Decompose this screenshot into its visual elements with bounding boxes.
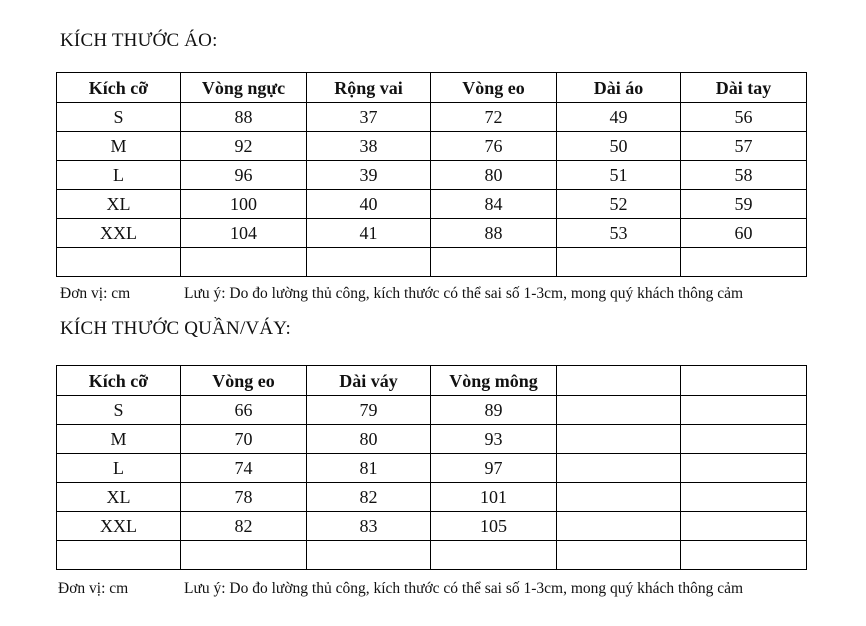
table-row xyxy=(57,190,807,219)
table-cell: 79 xyxy=(307,396,431,425)
header-cell: Vòng ngực xyxy=(181,73,307,103)
table-cell: XXL xyxy=(57,219,181,248)
table-cell: 78 xyxy=(181,483,307,512)
table-cell: 81 xyxy=(307,454,431,483)
table-cell xyxy=(557,541,681,570)
pants-unit-label: Đơn vị: cm xyxy=(58,580,129,597)
shirt-unit-label: Đơn vị: cm xyxy=(60,285,131,302)
table-cell: 72 xyxy=(431,103,557,132)
table-cell: 60 xyxy=(681,219,807,248)
table-cell: 97 xyxy=(431,454,557,483)
table-row xyxy=(57,512,807,541)
table-cell: 59 xyxy=(681,190,807,219)
table-row xyxy=(57,396,807,425)
table-row xyxy=(57,219,807,248)
table-cell: S xyxy=(57,103,181,132)
table-cell: L xyxy=(57,161,181,190)
table-cell: 82 xyxy=(307,483,431,512)
table-cell xyxy=(681,512,807,541)
table-cell: 96 xyxy=(181,161,307,190)
table-cell: 51 xyxy=(557,161,681,190)
table-cell xyxy=(431,248,557,277)
shirt-size-title: KÍCH THƯỚC ÁO: xyxy=(60,30,218,51)
table-cell: 92 xyxy=(181,132,307,161)
table-cell xyxy=(681,396,807,425)
table-cell: 50 xyxy=(557,132,681,161)
table-cell: 76 xyxy=(431,132,557,161)
table-cell xyxy=(57,248,181,277)
table-cell: 41 xyxy=(307,219,431,248)
pants-measurement-note: Lưu ý: Do đo lường thủ công, kích thước có thể sai số 1-3cm, mong quý khách thông cảm xyxy=(184,580,744,597)
table-cell: 49 xyxy=(557,103,681,132)
header-cell xyxy=(681,366,807,396)
table-row xyxy=(57,425,807,454)
table-row xyxy=(57,541,807,570)
table-cell: 74 xyxy=(181,454,307,483)
header-cell: Vòng mông xyxy=(431,366,557,396)
header-cell: Dài áo xyxy=(557,73,681,103)
header-cell xyxy=(557,366,681,396)
table-cell: 52 xyxy=(557,190,681,219)
table-cell: 66 xyxy=(181,396,307,425)
header-cell: Kích cỡ xyxy=(57,366,181,396)
shirt-measurement-note: Lưu ý: Do đo lường thủ công, kích thước có thể sai số 1-3cm, mong quý khách thông cảm xyxy=(184,285,744,302)
table-row xyxy=(57,132,807,161)
table-cell xyxy=(307,541,431,570)
table-cell: S xyxy=(57,396,181,425)
table-cell: M xyxy=(57,425,181,454)
table-cell: 53 xyxy=(557,219,681,248)
header-cell: Kích cỡ xyxy=(57,73,181,103)
table-cell: 38 xyxy=(307,132,431,161)
table-cell xyxy=(557,512,681,541)
table-cell xyxy=(181,248,307,277)
table-cell: 58 xyxy=(681,161,807,190)
table-cell xyxy=(557,454,681,483)
table-cell: 100 xyxy=(181,190,307,219)
table-row xyxy=(57,103,807,132)
table-cell xyxy=(681,541,807,570)
table-cell: 39 xyxy=(307,161,431,190)
table-cell xyxy=(557,396,681,425)
table-cell: 84 xyxy=(431,190,557,219)
header-cell: Vòng eo xyxy=(181,366,307,396)
header-cell: Dài tay xyxy=(681,73,807,103)
table-cell: 80 xyxy=(431,161,557,190)
header-cell: Rộng vai xyxy=(307,73,431,103)
table-cell: 93 xyxy=(431,425,557,454)
table-cell: XL xyxy=(57,483,181,512)
table-row xyxy=(57,483,807,512)
table-cell: 105 xyxy=(431,512,557,541)
table-cell xyxy=(681,483,807,512)
table-cell xyxy=(181,541,307,570)
table-cell xyxy=(57,541,181,570)
table-cell xyxy=(557,248,681,277)
table-cell: XL xyxy=(57,190,181,219)
table-cell: 89 xyxy=(431,396,557,425)
table-row xyxy=(57,161,807,190)
table-cell: XXL xyxy=(57,512,181,541)
table-cell xyxy=(681,425,807,454)
table-cell: 80 xyxy=(307,425,431,454)
table-cell: 82 xyxy=(181,512,307,541)
shirt-size-table xyxy=(56,72,807,277)
table-cell xyxy=(557,483,681,512)
table-cell xyxy=(681,454,807,483)
table-cell xyxy=(681,248,807,277)
table-cell: 40 xyxy=(307,190,431,219)
table-cell: 56 xyxy=(681,103,807,132)
pants-size-table xyxy=(56,365,807,570)
table-cell: 101 xyxy=(431,483,557,512)
table-cell xyxy=(431,541,557,570)
table-row xyxy=(57,248,807,277)
table-cell: 70 xyxy=(181,425,307,454)
header-cell: Dài váy xyxy=(307,366,431,396)
header-cell: Vòng eo xyxy=(431,73,557,103)
table-cell: 104 xyxy=(181,219,307,248)
table-cell xyxy=(557,425,681,454)
table-row xyxy=(57,454,807,483)
table-cell: M xyxy=(57,132,181,161)
pants-size-title: KÍCH THƯỚC QUẦN/VÁY: xyxy=(60,318,291,339)
table-cell: 88 xyxy=(181,103,307,132)
table-cell xyxy=(307,248,431,277)
table-cell: 37 xyxy=(307,103,431,132)
table-cell: 88 xyxy=(431,219,557,248)
table-cell: 57 xyxy=(681,132,807,161)
table-header-row xyxy=(57,73,807,103)
table-cell: 83 xyxy=(307,512,431,541)
table-header-row xyxy=(57,366,807,396)
table-cell: L xyxy=(57,454,181,483)
